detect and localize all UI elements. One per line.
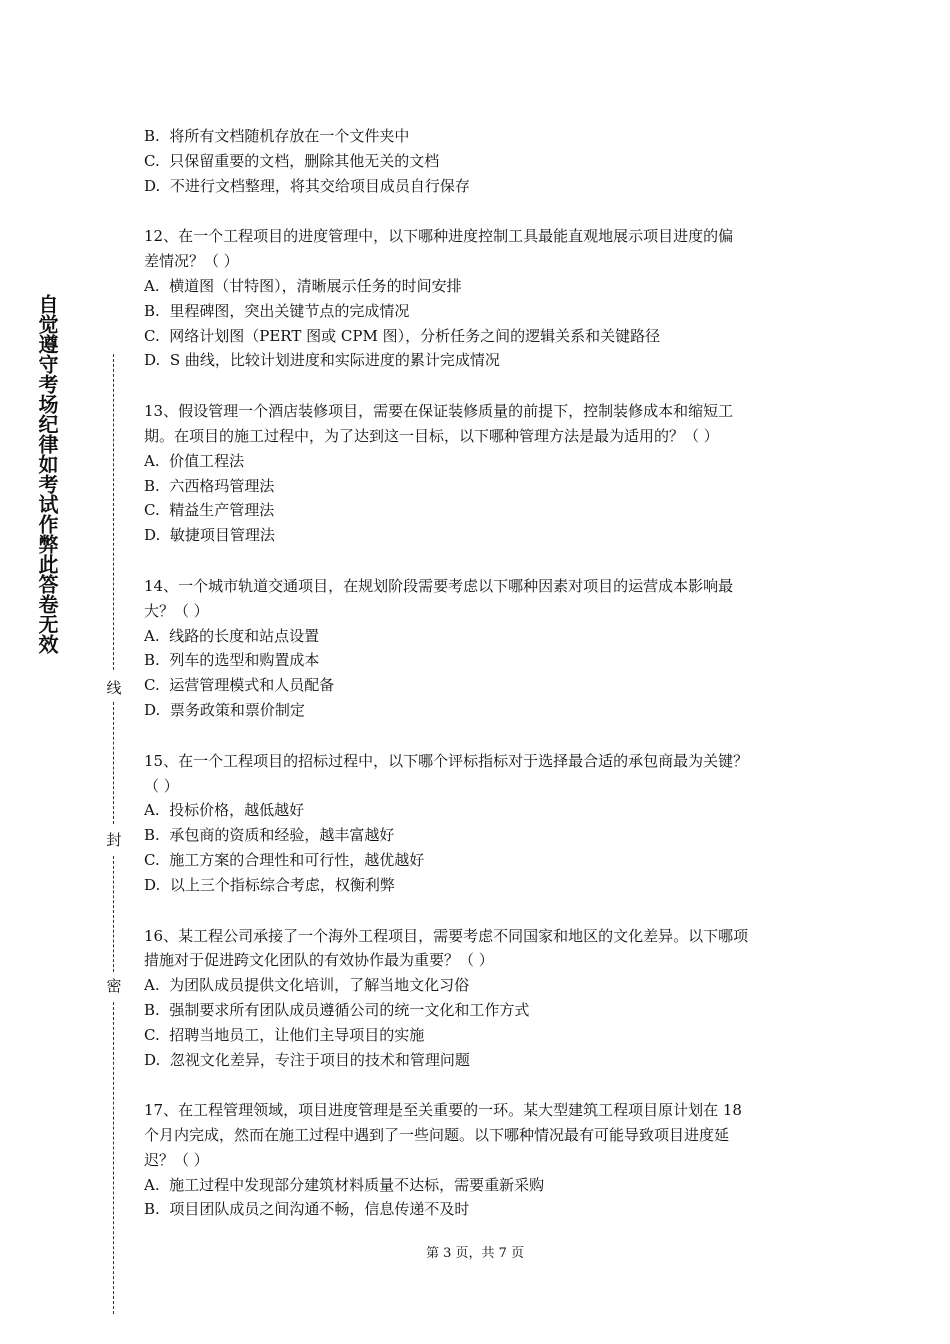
option-d: D. 忽视文化差异，专注于项目的技术和管理问题 — [144, 1050, 470, 1069]
question-15 — [144, 749, 814, 898]
option-c: C. 施工方案的合理性和可行性，越优越好 — [144, 850, 425, 869]
seal-label-line: 线 — [106, 679, 122, 697]
question-stem: 13、假设管理一个酒店装修项目，需要在保证装修质量的前提下，控制装修成本和缩短工 — [144, 402, 734, 421]
option-b: B. 项目团队成员之间沟通不畅，信息传递不及时 — [144, 1200, 470, 1219]
question-stem: 措施对于促进跨文化团队的有效协作最为重要？（ ） — [144, 951, 494, 970]
option-d: D. 票务政策和票价制定 — [144, 700, 305, 719]
binding-dash-line-3 — [113, 856, 114, 972]
option-a: A. 价值工程法 — [144, 451, 245, 470]
question-11-continued — [144, 124, 814, 198]
option-a: A. 施工过程中发现部分建筑材料质量不达标，需要重新采购 — [144, 1175, 545, 1194]
question-stem: 个月内完成，然而在施工过程中遇到了一些问题。以下哪种情况最有可能导致项目进度延 — [144, 1126, 730, 1145]
option-c: C. 招聘当地员工，让他们主导项目的实施 — [144, 1025, 425, 1044]
option-a: A. 横道图（甘特图），清晰展示任务的时间安排 — [144, 276, 462, 295]
option-b: B. 六西格玛管理法 — [144, 476, 275, 495]
page-number: 第 3 页，共 7 页 — [425, 1246, 525, 1261]
seal-label-seal: 封 — [106, 831, 122, 849]
question-stem: （ ） — [144, 776, 179, 795]
question-16 — [144, 924, 814, 1073]
question-stem: 16、某工程公司承接了一个海外工程项目，需要考虑不同国家和地区的文化差异。以下哪项 — [144, 926, 749, 945]
question-17 — [144, 1098, 814, 1222]
question-stem: 17、在工程管理领域，项目进度管理是至关重要的一环。某大型建筑工程项目原计划在 18 — [144, 1101, 742, 1120]
question-14 — [144, 574, 814, 723]
option-b: B. 列车的选型和购置成本 — [144, 651, 320, 670]
option-a: A. 投标价格，越低越好 — [144, 801, 305, 820]
question-stem: 12、在一个工程项目的进度管理中，以下哪种进度控制工具最能直观地展示项目进度的偏 — [144, 227, 734, 246]
question-stem: 14、一个城市轨道交通项目，在规划阶段需要考虑以下哪种因素对项目的运营成本影响最 — [144, 576, 734, 595]
question-stem: 迟？（ ） — [144, 1150, 209, 1169]
question-stem: 大？（ ） — [144, 601, 209, 620]
binding-dash-line-1 — [113, 354, 114, 670]
option-c: C. 网络计划图（PERT 图或 CPM 图），分析任务之间的逻辑关系和关键路径 — [144, 326, 661, 345]
question-12 — [144, 224, 814, 373]
question-stem: 期。在项目的施工过程中，为了达到这一目标，以下哪种管理方法是最为适用的？（ ） — [144, 426, 719, 445]
option-c: C. 运营管理模式和人员配备 — [144, 676, 335, 695]
option-d: D. S 曲线，比较计划进度和实际进度的累计完成情况 — [144, 351, 500, 370]
question-13 — [144, 399, 814, 548]
question-stem: 差情况？（ ） — [144, 252, 239, 271]
option-c: C. 只保留重要的文档，删除其他无关的文档 — [144, 151, 440, 170]
option-b: B. 将所有文档随机存放在一个文件夹中 — [144, 127, 410, 145]
option-b: B. 里程碑图，突出关键节点的完成情况 — [144, 301, 410, 320]
option-c: C. 精益生产管理法 — [144, 501, 275, 520]
binding-dash-line-2 — [113, 702, 114, 824]
option-d: D. 不进行文档整理，将其交给项目成员自行保存 — [144, 176, 470, 195]
option-d: D. 以上三个指标综合考虑，权衡利弊 — [144, 875, 395, 894]
option-a: A. 为团队成员提供文化培训，了解当地文化习俗 — [144, 976, 470, 995]
option-a: A. 线路的长度和站点设置 — [144, 626, 320, 645]
exam-discipline-notice: 自觉遵守考场纪律如考试作弊此答卷无效 — [35, 294, 59, 654]
question-stem: 15、在一个工程项目的招标过程中，以下哪个评标指标对于选择最合适的承包商最为关键？ — [144, 751, 749, 770]
option-d: D. 敏捷项目管理法 — [144, 526, 275, 545]
option-b: B. 强制要求所有团队成员遵循公司的统一文化和工作方式 — [144, 1000, 530, 1019]
binding-dash-line-4 — [113, 1002, 114, 1314]
option-b: B. 承包商的资质和经验，越丰富越好 — [144, 826, 395, 845]
question-content — [144, 124, 814, 1248]
seal-label-secret: 密 — [106, 977, 122, 995]
